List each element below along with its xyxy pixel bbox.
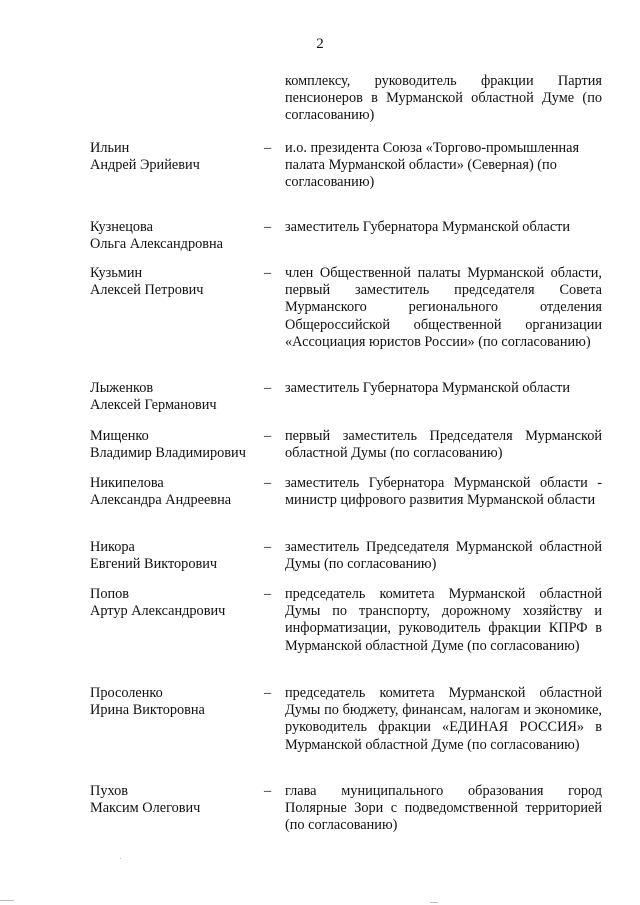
dash-separator: – <box>264 219 272 235</box>
member-given-name: Андрей Эрийевич <box>90 157 200 174</box>
member-surname: Лыженков <box>90 380 154 396</box>
dash-separator: – <box>264 140 272 156</box>
member-role: и.о. президента Союза «Торгово-промышленная палата Мурманской области» (Северная) (по согласованию) <box>285 140 580 191</box>
dash-separator: – <box>264 539 272 555</box>
member-given-name: Ирина Викторовна <box>90 702 205 719</box>
member-name <box>90 140 265 174</box>
dash-separator: – <box>264 783 272 799</box>
member-given-name: Ольга Александровна <box>90 236 223 253</box>
dash-separator: – <box>264 475 272 491</box>
continued-role-text: комплексу, руководитель фракции Партия пенсионеров в Мурманской областной Думе (по согласованию) <box>285 73 602 124</box>
dash-separator: – <box>264 586 272 602</box>
member-name <box>90 586 265 620</box>
member-surname: Пухов <box>90 783 128 799</box>
member-given-name: Владимир Владимирович <box>90 445 246 462</box>
dash-separator: – <box>264 380 272 396</box>
member-given-name: Алексей Германович <box>90 397 217 414</box>
member-role: заместитель Губернатора Мурманской области - министр цифрового развития Мурманской области <box>285 475 602 509</box>
member-surname: Попов <box>90 586 130 602</box>
dash-separator: – <box>264 428 272 444</box>
scan-speck <box>120 858 121 859</box>
member-surname: Просоленко <box>90 685 163 701</box>
member-surname: Никипелова <box>90 475 164 491</box>
dash-separator: – <box>264 265 272 281</box>
member-role: глава муниципального образования город Полярные Зори с подведомственной территорией (по согласованию) <box>285 783 602 834</box>
member-given-name: Александра Андреевна <box>90 492 232 509</box>
member-name <box>90 475 265 509</box>
member-name <box>90 380 265 414</box>
member-surname: Ильин <box>90 140 130 156</box>
member-role: председатель комитета Мурманской областной Думы по бюджету, финансам, налогам и экономике, руководитель фракции «ЕДИНАЯ РОССИЯ» в Мурманской областной Думе (по согласованию) <box>285 685 602 753</box>
member-name <box>90 428 265 462</box>
scan-edge-mark <box>430 902 438 903</box>
member-role: заместитель Губернатора Мурманской области <box>285 380 571 396</box>
member-name <box>90 265 265 299</box>
member-name <box>90 219 265 253</box>
member-surname: Кузнецова <box>90 219 153 235</box>
member-name <box>90 685 265 719</box>
member-surname: Никора <box>90 539 135 555</box>
member-surname: Мищенко <box>90 428 149 444</box>
page-number: 2 <box>316 36 324 52</box>
member-role: заместитель Губернатора Мурманской области <box>285 219 571 235</box>
dash-separator: – <box>264 685 272 701</box>
member-surname: Кузьмин <box>90 265 143 281</box>
member-role: член Общественной палаты Мурманской области, первый заместитель председателя Совета Мурманского регионального отделения Общероссийской общественной организации «Ассоциация юристов России» (по согласованию) <box>285 265 602 350</box>
member-role: заместитель Председателя Мурманской областной Думы (по согласованию) <box>285 539 602 573</box>
member-role: первый заместитель Председателя Мурманской областной Думы (по согласованию) <box>285 428 602 462</box>
member-name <box>90 539 265 573</box>
member-given-name: Алексей Петрович <box>90 282 204 299</box>
member-given-name: Артур Александрович <box>90 603 226 620</box>
member-name <box>90 783 265 817</box>
member-role: председатель комитета Мурманской областной Думы по транспорту, дорожному хозяйству и информатизации, руководитель фракции КПРФ в Мурманской областной Думе (по согласованию) <box>285 586 602 654</box>
member-given-name: Евгений Викторович <box>90 556 218 573</box>
scan-edge-mark <box>0 900 14 901</box>
member-given-name: Максим Олегович <box>90 800 201 817</box>
